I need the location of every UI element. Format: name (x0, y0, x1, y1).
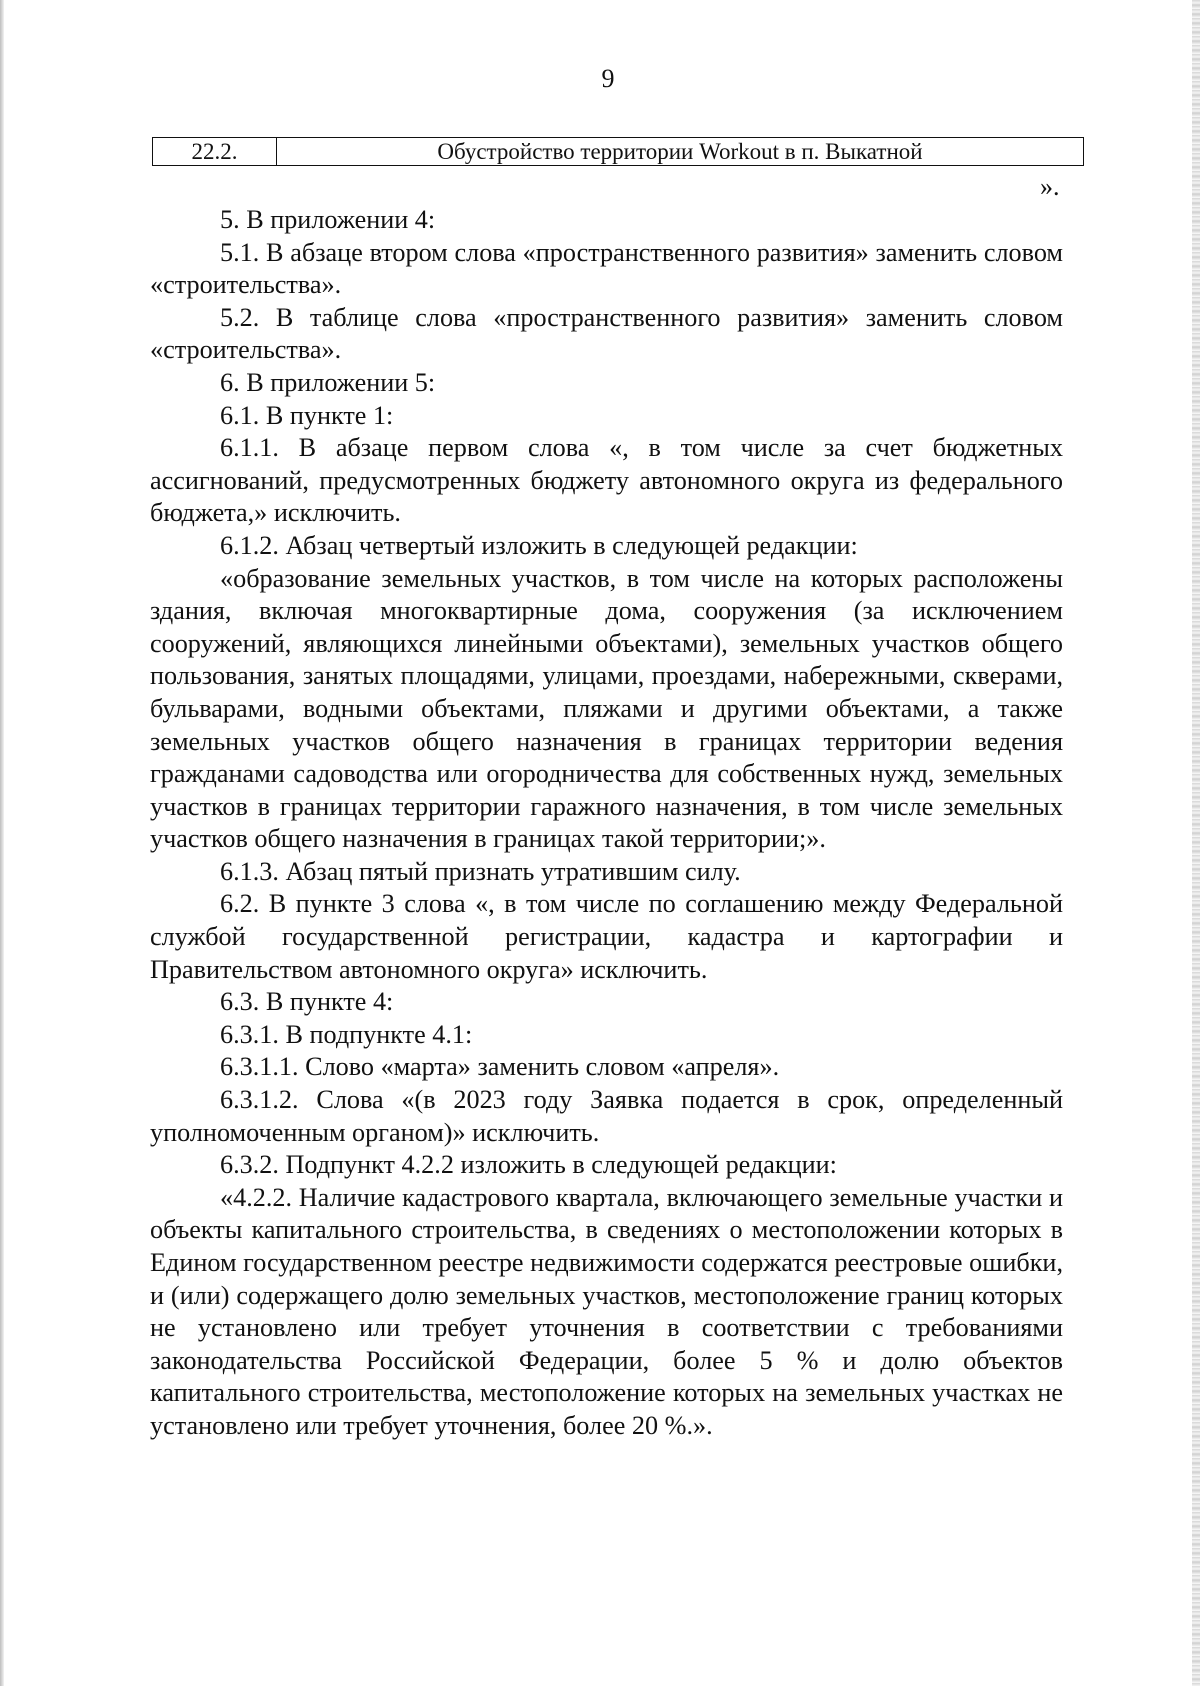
paragraph: 6.3.1. В подпункте 4.1: (220, 1019, 473, 1049)
paragraph: 6.1.3. Абзац пятый признать утратившим силу. (220, 856, 741, 886)
paragraph: 6.1.1. В абзаце первом слова «, в том числе за счет бюджетных ассигнований, предусмотренных бюджету автономного округа из федерального бюджета,» исключить. (150, 433, 1063, 528)
scan-edge-left (0, 0, 4, 1686)
table-row (152, 137, 1084, 166)
paragraph: 6.3.1.1. Слово «марта» заменить словом «апреля». (220, 1052, 780, 1082)
paragraph: 5.2. В таблице слова «пространственного развития» заменить словом «строительства». (150, 302, 1063, 365)
paragraph: 5. В приложении 4: (220, 205, 436, 234)
paragraph: «образование земельных участков, в том числе на которых расположены здания, включая многоквартирные дома, сооружения (за исключением сооружений, являющихся линейными объектами), земельных участков общего пользования, занятых площадями, улицами, проездами, набережными, скверами, бульварами, водными объектами, пляжами и другими объектами, а также земельных участков общего назначения в границах территории ведения гражданами садоводства или огородничества для собственных нужд, земельных участков в границах территории гаражного назначения, в том числе земельных участков общего назначения в границах такой территории;». (150, 563, 1063, 854)
paragraph: 6.1. В пункте 1: (220, 400, 394, 430)
scan-edge-right (1192, 0, 1200, 1686)
paragraph: 6.3. В пункте 4: (220, 987, 394, 1017)
table-row-text: Обустройство территории Workout в п. Выкатной (437, 139, 923, 164)
closing-quote: ». (1040, 172, 1060, 201)
paragraph: 6.3.2. Подпункт 4.2.2 изложить в следующей редакции: (220, 1150, 837, 1180)
paragraph: 6. В приложении 5: (220, 367, 436, 397)
paragraph: 6.3.1.2. Слова «(в 2023 году Заявка подается в срок, определенный уполномоченным органом)» исключить. (150, 1085, 1063, 1147)
document-body (150, 204, 1063, 1443)
paragraph: 6.1.2. Абзац четвертый изложить в следующей редакции: (220, 530, 858, 560)
paragraph: «4.2.2. Наличие кадастрового квартала, включающего земельные участки и объекты капитального строительства, в сведениях о местоположении которых в Едином государственном реестре недвижимости содержатся реестровые ошибки, и (или) содержащего долю земельных участков, местоположение границ которых не установлено или требует уточнения в соответствии с требованиями законодательства Российской Федерации, более 5 % и долю объектов капитального строительства, местоположение которых на земельных участках не установлено или требует уточнения, более 20 %.». (150, 1182, 1063, 1440)
table-row-number: 22.2. (153, 138, 277, 165)
page-number: 9 (601, 64, 615, 93)
paragraph: 5.1. В абзаце втором слова «пространственного развития» заменить словом «строительства». (150, 237, 1063, 300)
paragraph: 6.2. В пункте 3 слова «, в том числе по соглашению между Федеральной службой государственной регистрации, кадастра и картографии и Правительством автономного округа» исключить. (150, 889, 1063, 984)
